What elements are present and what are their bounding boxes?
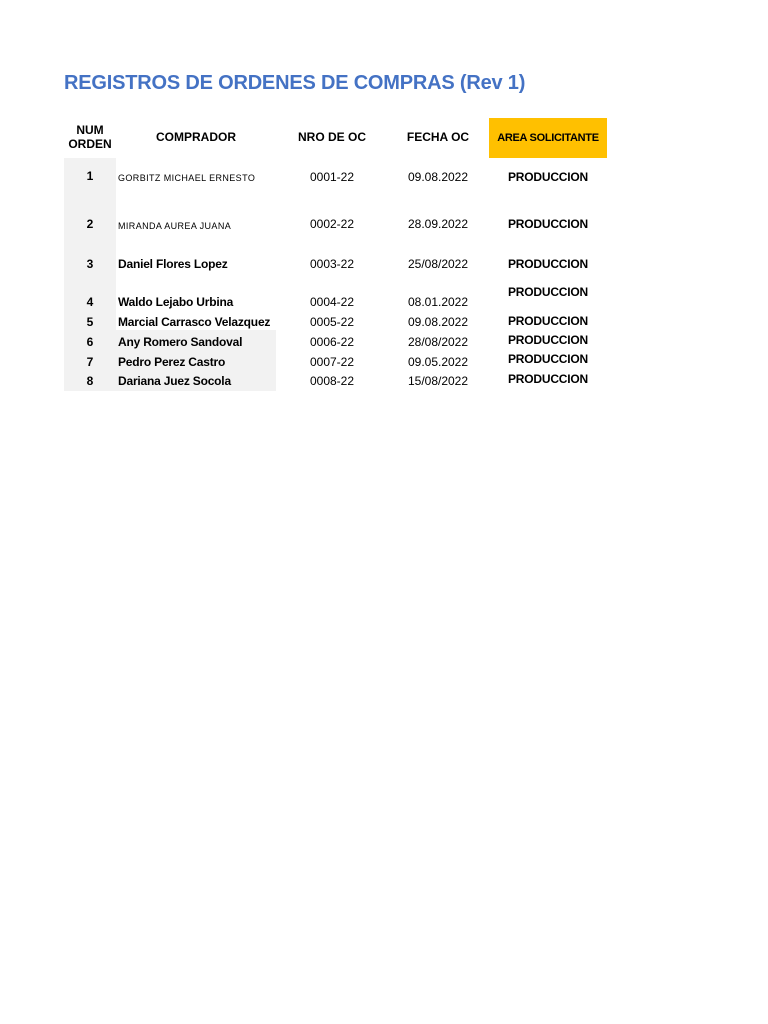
row-3-area: PRODUCCION <box>507 257 588 271</box>
row-1-fecha-oc: 09.08.2022 <box>407 170 469 184</box>
row-3-num: 3 <box>86 257 94 271</box>
row-4-num: 4 <box>86 295 94 309</box>
row-6-comprador: Any Romero Sandoval <box>118 335 243 349</box>
row-8-nro-oc: 0008-22 <box>309 374 355 388</box>
row-7-num: 7 <box>86 355 94 369</box>
row-5-num: 5 <box>86 315 94 329</box>
row-5-fecha-oc: 09.08.2022 <box>407 315 469 329</box>
row-4-fecha-oc: 08.01.2022 <box>407 295 469 309</box>
row-3-nro-oc: 0003-22 <box>309 257 355 271</box>
row-4-nro-oc: 0004-22 <box>309 295 355 309</box>
row-6-area: PRODUCCION <box>507 333 588 347</box>
header-num-orden <box>64 123 116 151</box>
row-3-fecha-oc: 25/08/2022 <box>407 257 469 271</box>
header-nro-oc: NRO DE OC <box>297 130 366 144</box>
header-fecha-oc: FECHA OC <box>406 130 470 144</box>
header-comprador: COMPRADOR <box>156 130 236 144</box>
row-1-nro-oc: 0001-22 <box>309 170 355 184</box>
row-7-fecha-oc: 09.05.2022 <box>407 355 469 369</box>
row-5-comprador: Marcial Carrasco Velazquez <box>118 315 271 329</box>
row-8-num: 8 <box>86 374 94 388</box>
row-6-num: 6 <box>86 335 94 349</box>
row-8-comprador: Dariana Juez Socola <box>118 374 231 388</box>
row-6-fecha-oc: 28/08/2022 <box>407 335 469 349</box>
row-2-comprador: MIRANDA AUREA JUANA <box>118 221 232 231</box>
row-2-fecha-oc: 28.09.2022 <box>407 217 469 231</box>
row-2-nro-oc: 0002-22 <box>309 217 355 231</box>
header-num-line1: NUM <box>76 123 104 137</box>
row-7-nro-oc: 0007-22 <box>309 355 355 369</box>
row-8-area: PRODUCCION <box>507 372 588 386</box>
row-1-comprador: GORBITZ MICHAEL ERNESTO <box>118 173 256 183</box>
page-title: REGISTROS DE ORDENES DE COMPRAS (Rev 1) <box>64 72 526 94</box>
row-4-area: PRODUCCION <box>507 285 588 299</box>
row-7-area: PRODUCCION <box>507 352 588 366</box>
row-2-area: PRODUCCION <box>507 217 588 231</box>
row-5-nro-oc: 0005-22 <box>309 315 355 329</box>
row-7-comprador: Pedro Perez Castro <box>118 355 226 369</box>
row-4-comprador: Waldo Lejabo Urbina <box>118 295 234 309</box>
row-2-num: 2 <box>86 217 94 231</box>
header-area-solicitante: AREA SOLICITANTE <box>489 118 607 158</box>
row-6-nro-oc: 0006-22 <box>309 335 355 349</box>
row-1-area: PRODUCCION <box>507 170 588 184</box>
row-8-fecha-oc: 15/08/2022 <box>407 374 469 388</box>
row-1-num: 1 <box>86 169 94 183</box>
row-5-area: PRODUCCION <box>507 314 588 328</box>
header-num-line2: ORDEN <box>68 137 112 151</box>
row-3-comprador: Daniel Flores Lopez <box>118 257 228 271</box>
